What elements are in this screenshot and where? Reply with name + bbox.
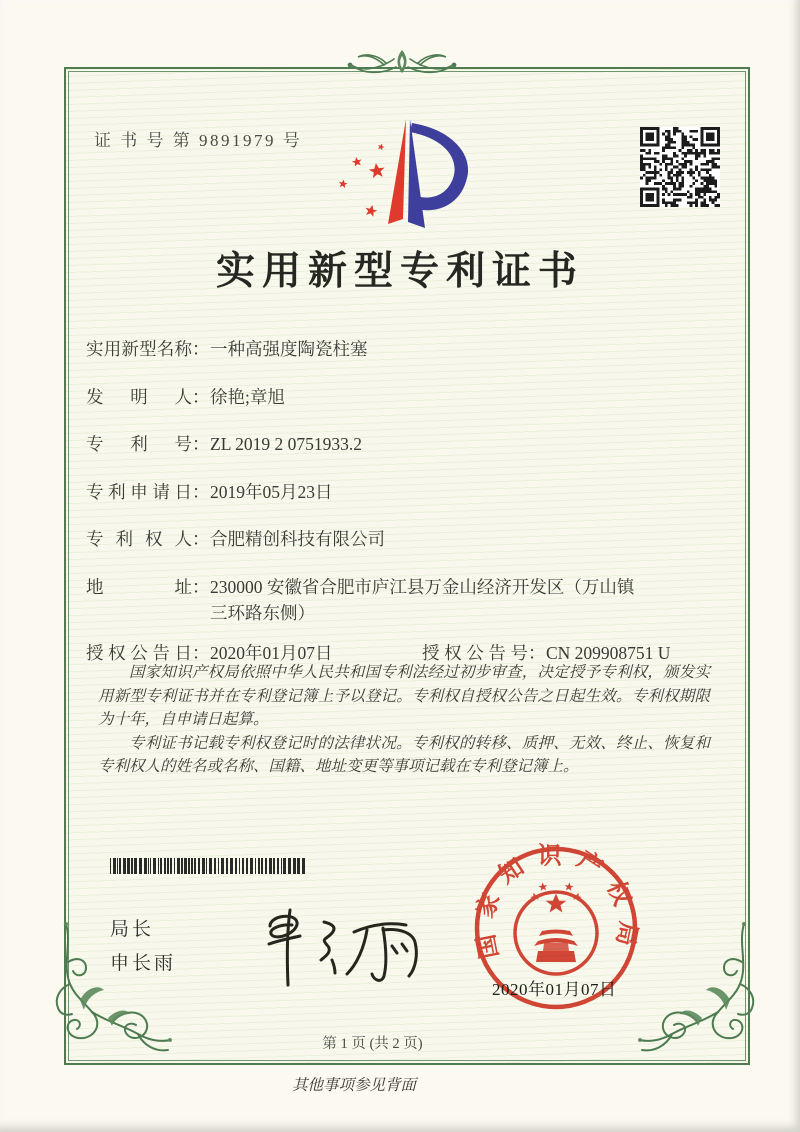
field-colon: ： xyxy=(192,386,210,407)
field-label: 授权公告日 xyxy=(86,642,192,663)
barcode xyxy=(110,858,310,874)
field-colon: ： xyxy=(192,529,210,549)
field-label: 授权公告号 xyxy=(422,642,528,663)
corner-flourish-left xyxy=(20,922,172,1064)
field-row-name xyxy=(86,336,712,363)
field-row-address xyxy=(86,574,712,626)
field-value: 2019年05月23日 xyxy=(210,481,333,502)
officer-name: 申长雨 xyxy=(110,953,177,974)
field-row-inventor xyxy=(86,384,712,411)
field-colon: ： xyxy=(528,642,546,663)
field-row-patentee xyxy=(86,526,712,553)
field-label: 地址 xyxy=(86,576,192,597)
corner-flourish-right xyxy=(638,922,790,1064)
field-value: 230000 安徽省合肥市庐江县万金山经济开发区（万山镇三环路东侧） xyxy=(210,576,635,623)
top-center-crest xyxy=(312,49,492,75)
legal-text-block xyxy=(98,661,710,779)
field-label: 专利号 xyxy=(86,434,192,454)
signature-handwriting xyxy=(236,888,424,988)
legal-paragraph-2: 专利证书记载专利权登记时的法律状况。专利权的转移、质押、无效、终止、恢复和专利权人的姓名或名称、国籍、地址变更等事项记载在专利登记簿上。 xyxy=(98,734,710,775)
field-label: 专利申请日 xyxy=(86,481,192,502)
field-label: 发明人 xyxy=(86,386,192,407)
seal-date: 2020年01月07日 xyxy=(492,980,617,999)
legal-paragraph-1: 国家知识产权局依照中华人民共和国专利法经过初步审查，决定授予专利权，颁发实用新型专利证书并在专利登记簿上予以登记。专利权自授权公告之日起生效。专利权期限为十年，自申请日起算。 xyxy=(98,664,710,728)
field-row-patent-no xyxy=(86,431,712,458)
certificate-number: 证 书 号 第 9891979 号 xyxy=(94,131,303,150)
field-label: 专利权人 xyxy=(86,529,192,549)
certificate-title: 实用新型专利证书 xyxy=(215,250,584,293)
back-note: 其他事项参见背面 xyxy=(291,1077,416,1094)
field-value: 合肥精创科技有限公司 xyxy=(210,529,385,549)
field-label: 实用新型名称 xyxy=(86,339,192,359)
field-colon: ： xyxy=(192,642,210,663)
fields-block xyxy=(86,336,712,667)
officer-title: 局长 xyxy=(110,919,155,940)
field-value: 2020年01月07日 xyxy=(210,642,333,663)
page-number: 第 1 页 (共 2 页) xyxy=(322,1036,423,1052)
field-colon: ： xyxy=(192,481,210,502)
field-row-filing-date xyxy=(86,479,712,506)
qr-code xyxy=(640,127,720,207)
field-colon: ： xyxy=(192,339,210,359)
field-value: 徐艳;章旭 xyxy=(210,386,285,407)
field-value: CN 209908751 U xyxy=(546,642,671,663)
field-colon: ： xyxy=(192,576,210,597)
field-colon: ： xyxy=(192,434,210,454)
cnipa-logo xyxy=(330,114,480,232)
field-value: 一种高强度陶瓷柱塞 xyxy=(210,339,368,359)
seal-ring-text: 国家知识产权局 xyxy=(470,843,642,961)
field-value: ZL 2019 2 0751933.2 xyxy=(210,434,362,454)
